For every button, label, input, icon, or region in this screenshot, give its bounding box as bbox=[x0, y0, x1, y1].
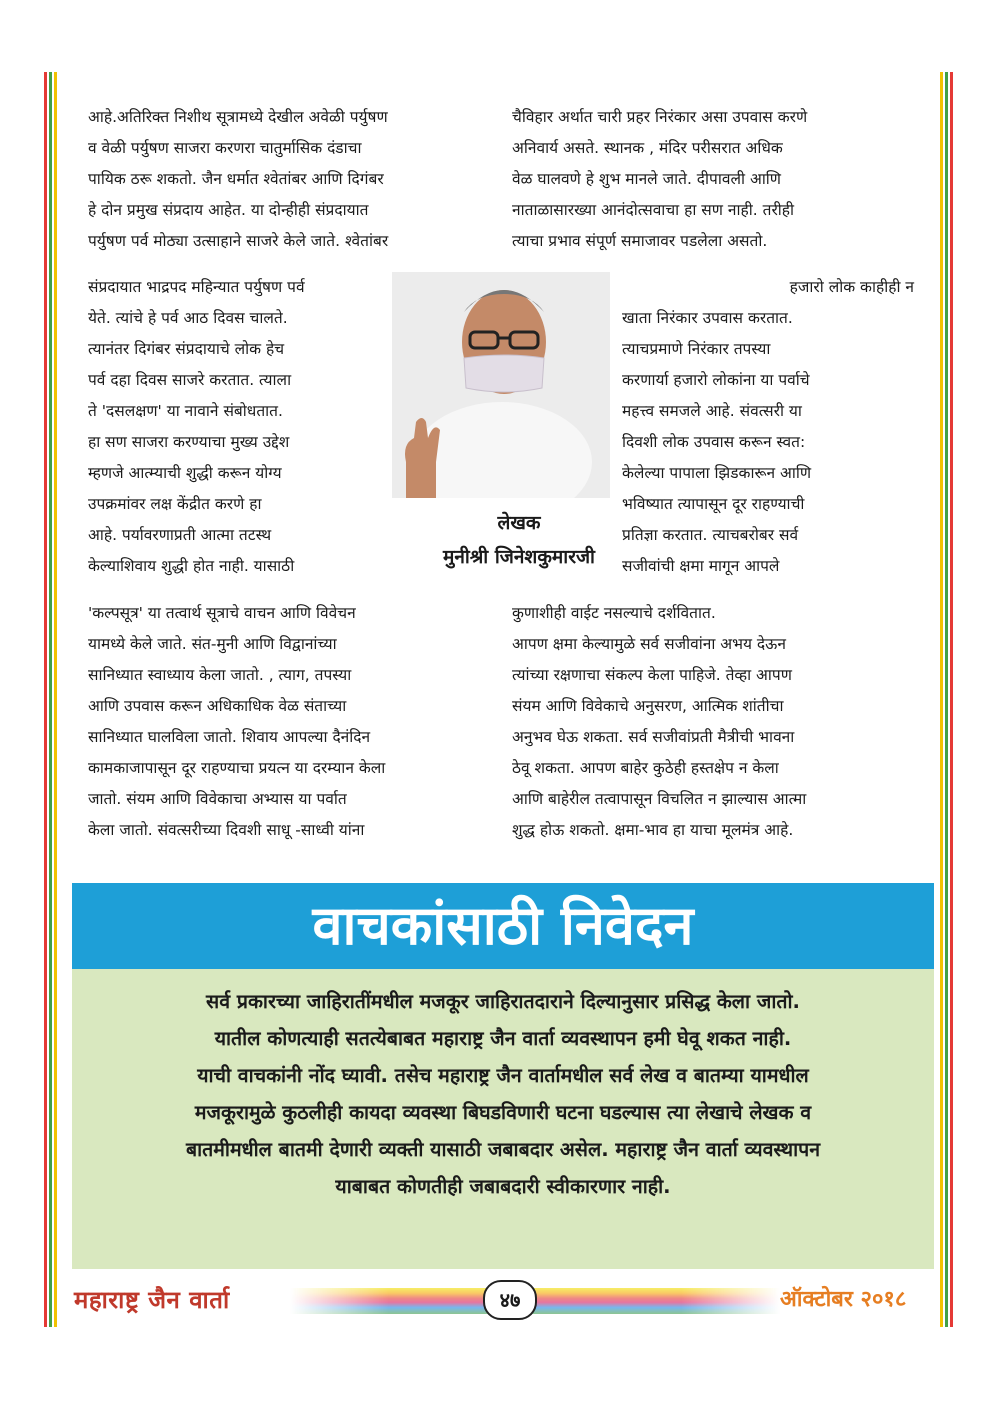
text-line: खाता निरंकार उपवास करतात. bbox=[622, 309, 793, 327]
text-line: हे दोन प्रमुख संप्रदाय आहेत. या दोन्हीही संप्रदायात bbox=[88, 201, 369, 219]
text-line: प्रतिज्ञा करतात. त्याचबरोबर सर्व bbox=[622, 526, 799, 544]
notice-line: यातील कोणत्याही सतत्येबाबत महाराष्ट्र जैन वार्ता व्यवस्थापन हमी घेवू शकत नाही. bbox=[214, 1027, 792, 1050]
text-line: अनिवार्य असते. स्थानक , मंदिर परीसरात अधिक bbox=[512, 139, 783, 157]
text-line: आहे.अतिरिक्त निशीथ सूत्रामध्ये देखील अवेळी पर्युषण bbox=[88, 108, 388, 126]
text-line: करणार्या हजारो लोकांना या पर्वाचे bbox=[622, 371, 810, 389]
caption-role: लेखक bbox=[497, 512, 541, 534]
text-line: महत्त्व समजले आहे. संवत्सरी या bbox=[622, 402, 802, 420]
text-line: आणि बाहेरील तत्वापासून विचलित न झाल्यास आत्मा bbox=[512, 790, 807, 808]
notice-line: सर्व प्रकारच्या जाहिरातींमधील मजकूर जाहिरातदाराने दिल्यानुसार प्रसिद्ध केला जातो. bbox=[206, 990, 800, 1013]
text-line: शुद्ध होऊ शकतो. क्षमा-भाव हा याचा मूलमंत्र आहे. bbox=[512, 821, 794, 839]
text-line: त्यानंतर दिगंबर संप्रदायाचे लोक हेच bbox=[88, 340, 285, 358]
text-line: पर्व दहा दिवस साजरे करतात. त्याला bbox=[88, 371, 292, 389]
text-line: आपण क्षमा केल्यामुळे सर्व सजीवांना अभय देऊन bbox=[512, 635, 786, 653]
text-line: पायिक ठरू शकतो. जैन धर्मात श्वेतांबर आणि दिगंबर bbox=[88, 170, 384, 188]
text-line: आहे. पर्यावरणाप्रती आत्मा तटस्थ bbox=[88, 526, 272, 544]
text-line: ठेवू शकता. आपण बाहेर कुठेही हस्तक्षेप न केला bbox=[512, 759, 779, 777]
author-portrait-illustration bbox=[392, 272, 610, 498]
text-line: हा सण साजरा करण्याचा मुख्य उद्देश bbox=[88, 433, 290, 451]
text-line: व वेळी पर्युषण साजरा करणरा चातुर्मासिक दंडाचा bbox=[88, 139, 362, 157]
text-line: संयम आणि विवेकाचे अनुसरण, आत्मिक शांतीचा bbox=[512, 697, 784, 715]
caption-name: मुनीश्री जिनेशकुमारजी bbox=[443, 546, 595, 568]
col1-top-text bbox=[88, 102, 490, 257]
text-line: जातो. संयम आणि विवेकाचा अभ्यास या पर्वात bbox=[88, 790, 347, 808]
text-line: कामकाजापासून दूर राहण्याचा प्रयत्न या दरम्यान केला bbox=[88, 759, 386, 777]
text-line: ते 'दसलक्षण' या नावाने संबोधतात. bbox=[88, 402, 283, 420]
notice-line: याची वाचकांनी नोंद घ्यावी. तसेच महाराष्ट्र जैन वार्तामधील सर्व लेख व बातम्या यामधील bbox=[197, 1064, 809, 1087]
notice-line: बातमीमधील बातमी देणारी व्यक्ती यासाठी जबाबदार असेल. महाराष्ट्र जैन वार्ता व्यवस्थापन bbox=[185, 1138, 821, 1161]
photo-caption bbox=[390, 506, 648, 574]
text-line: त्यांच्या रक्षणाचा संकल्प केला पाहिजे. तेव्हा आपण bbox=[512, 666, 792, 684]
text-line: 'कल्पसूत्र' या तत्वार्थ सूत्राचे वाचन आणि विवेचन bbox=[88, 604, 356, 622]
text-line: केलेल्या पापाला झिडकारून आणि bbox=[622, 464, 812, 482]
text-line: कुणाशीही वाईट नसल्याचे दर्शवितात. bbox=[512, 604, 716, 622]
text-line: म्हणजे आत्म्याची शुद्धी करून योग्य bbox=[88, 464, 282, 482]
col1-mid-text bbox=[88, 272, 380, 582]
text-line: केल्याशिवाय शुद्धी होत नाही. यासाठी bbox=[88, 557, 295, 575]
text-line: आणि उपवास करून अधिकाधिक वेळ संताच्या bbox=[88, 697, 347, 715]
text-line: केला जातो. संवत्सरीच्या दिवशी साधू -साध्वी यांना bbox=[88, 821, 365, 839]
col1-bottom-text bbox=[88, 598, 490, 846]
notice-title: वाचकांसाठी निवेदन bbox=[72, 883, 934, 969]
col2-top-text bbox=[512, 102, 914, 257]
text-line: पर्युषण पर्व मोठ्या उत्साहाने साजरे केले जाते. श्वेतांबर bbox=[88, 232, 389, 250]
text-line: वेळ घालवणे हे शुभ मानले जाते. दीपावली आणि bbox=[512, 170, 782, 188]
text-line: सानिध्यात घालविला जातो. शिवाय आपल्या दैनंदिन bbox=[88, 728, 371, 746]
text-line: चैविहार अर्थात चारी प्रहर निरंकार असा उपवास करणे bbox=[512, 108, 808, 126]
text-line: यामध्ये केले जाते. संत-मुनी आणि विद्वानांच्या bbox=[88, 635, 337, 653]
text-line: सजीवांची क्षमा मागून आपले bbox=[622, 557, 780, 575]
notice-body bbox=[72, 969, 934, 1269]
notice-line: याबाबत कोणतीही जबाबदारी स्वीकारणार नाही. bbox=[335, 1175, 671, 1198]
notice-line: मजकूरामुळे कुठलीही कायदा व्यवस्था बिघडविणारी घटना घडल्यास त्या लेखाचे लेखक व bbox=[194, 1101, 812, 1124]
text-line: संप्रदायात भाद्रपद महिन्यात पर्युषण पर्व bbox=[88, 278, 305, 296]
footer-publication: महाराष्ट्र जैन वार्ता bbox=[74, 1286, 230, 1314]
text-line: उपक्रमांवर लक्ष केंद्रीत करणे हा bbox=[88, 495, 262, 513]
text-line: त्याचप्रमाणे निरंकार तपस्या bbox=[622, 340, 771, 358]
col2-bottom-text bbox=[512, 598, 914, 846]
text-line: नाताळासारख्या आनंदोत्सवाचा हा सण नाही. तरीही bbox=[512, 201, 795, 219]
page-number: ४७ bbox=[483, 1280, 537, 1320]
text-line: त्याचा प्रभाव संपूर्ण समाजावर पडलेला असतो. bbox=[512, 232, 768, 250]
text-line: सानिध्यात स्वाध्याय केला जातो. , त्याग, तपस्या bbox=[88, 666, 352, 684]
text-line: अनुभव घेऊ शकता. सर्व सजीवांप्रती मैत्रीची भावना bbox=[512, 728, 795, 746]
text-line: भविष्यात त्यापासून दूर राहण्याची bbox=[622, 495, 805, 513]
footer-issue-date: ऑक्टोबर २०१८ bbox=[780, 1287, 907, 1312]
text-line: दिवशी लोक उपवास करून स्वत: bbox=[622, 433, 806, 451]
col2-mid-text bbox=[622, 272, 914, 582]
text-line: येते. त्यांचे हे पर्व आठ दिवस चालते. bbox=[88, 309, 288, 327]
text-line: हजारो लोक काहीही न bbox=[789, 278, 914, 296]
author-photo bbox=[392, 272, 610, 498]
